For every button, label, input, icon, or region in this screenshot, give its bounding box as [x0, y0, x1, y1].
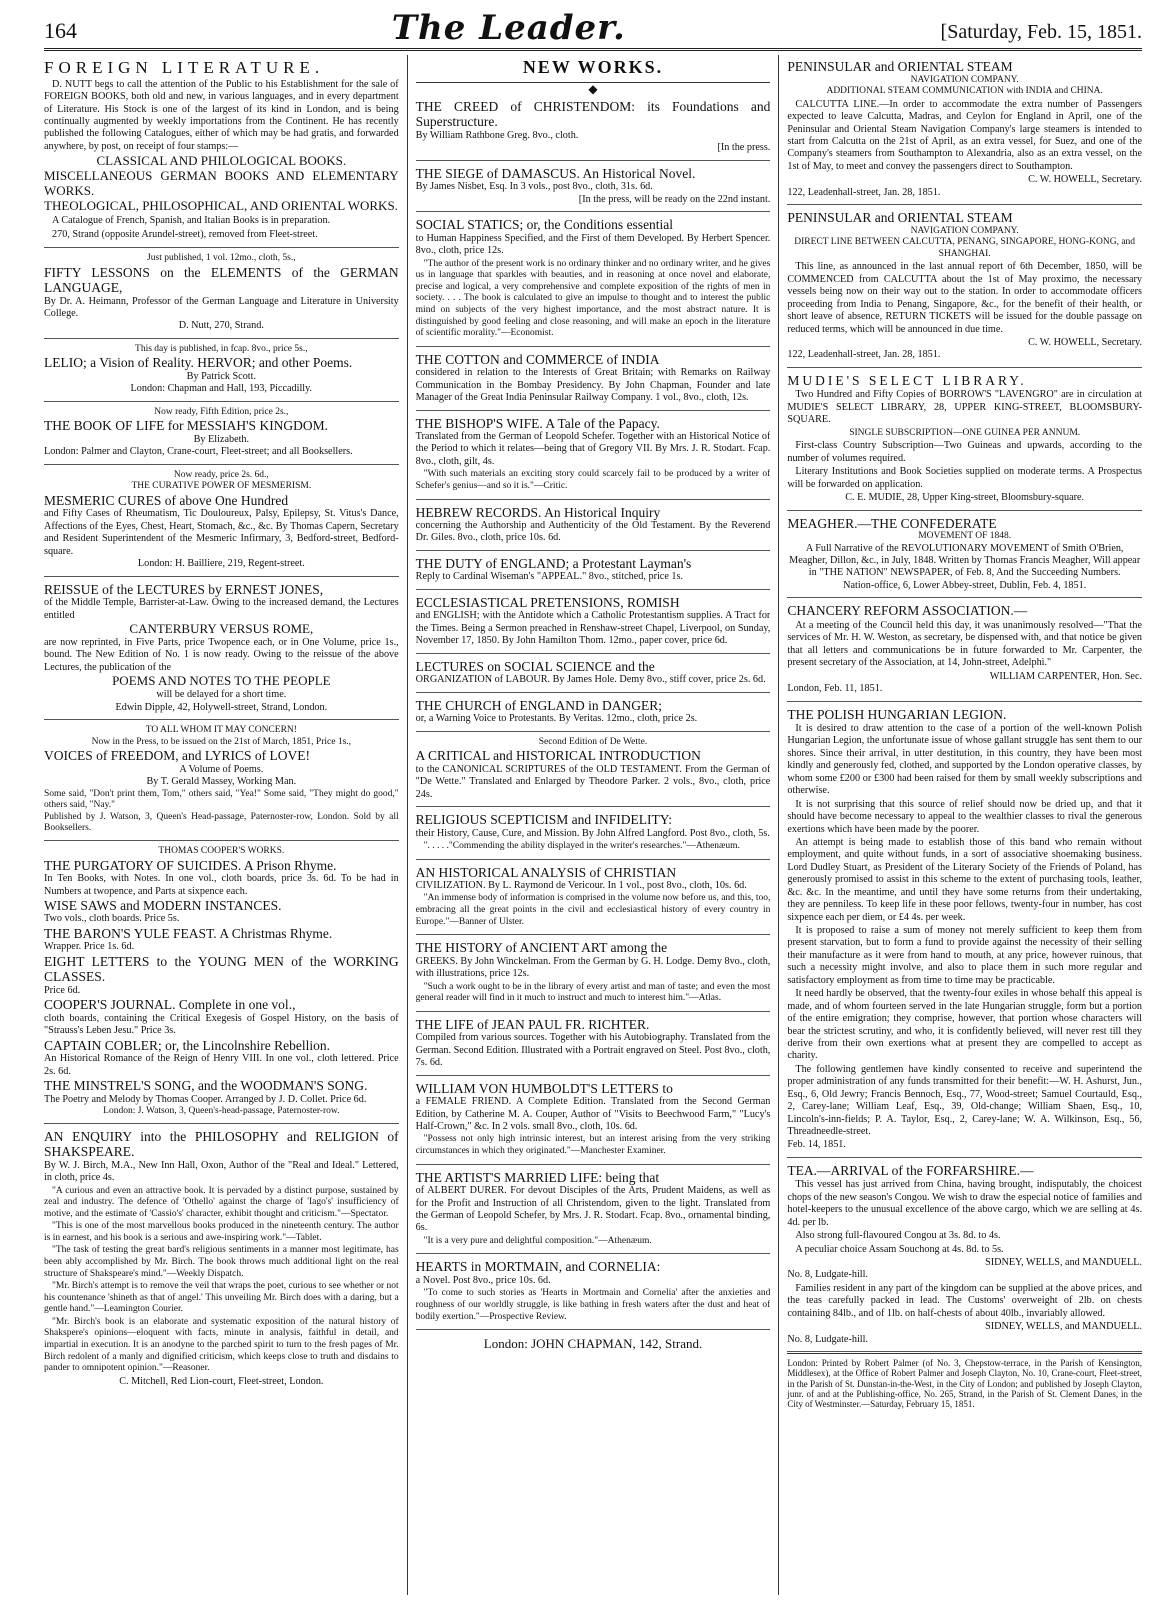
ad-author: By Patrick Scott.	[186, 370, 256, 382]
book-body: By William Rathbone Greg. 8vo., cloth.	[415, 129, 579, 141]
ad-publisher: London: Palmer and Clayton, Crane-court, Fleet-street; and all Booksellers.	[44, 446, 353, 458]
book-body: Reply to Cardinal Wiseman's "APPEAL." 8vo., stitched, price 1s.	[415, 571, 683, 583]
ad-address: No. 8, Ludgate-hill.	[787, 1333, 868, 1345]
ad-title: THE POLISH HUNGARIAN LEGION.	[787, 706, 1007, 722]
review-quote: ". . . . ."Commending the ability displayed in the writer's researches."—Athenæum.	[423, 840, 740, 851]
book-body: By James Nisbet, Esq. In 3 vols., post 8vo., cloth, 31s. 6d.	[415, 181, 653, 193]
ad-address: Nation-office, 6, Lower Abbey-street, Dublin, Feb. 4, 1851.	[843, 579, 1087, 591]
ad-paragraph: It is proposed to raise a sum of money not merely sufficient to keep them from present starvation, but to form a fund to provide against the necessity of their selling their manufacture as it were from hand to mouth, at any price, however ruinous, that such a necessity might involve, and also to place them in such more regular and satisfactory employment as from time to time may be practicable.	[787, 925, 1143, 986]
ad-signature: SIDNEY, WELLS, and MANDUELL.	[985, 1321, 1143, 1333]
ad-publisher: London: Chapman and Hall, 193, Piccadilly.	[130, 383, 313, 395]
review-quote: "Possess not only high intrinsic interest, but an interest arising from the very striking circumstances in which they originated."—Manchester Examiner.	[415, 1134, 771, 1156]
work-body: cloth boards, containing the Critical Exegesis of Gospel History, on the basis of "Strauss's Leben Jesu." Price 3s.	[44, 1012, 399, 1037]
review-quote: "With such materials an exciting story could scarcely fail to be produced by a writer of Schefer's genius—and so it is."—Critic.	[415, 469, 771, 491]
divider-ornament: ◆	[588, 81, 598, 96]
book-title: THE BISHOP'S WIFE. A Tale of the Papacy.	[415, 415, 660, 431]
ad-body: are now reprinted, in Five Parts, price Twopence each, or in One Volume, price 1s., bound. The New Edition of No. 1 is now ready. Owing to the reissue of the above Lectures, the publication of the	[44, 636, 399, 673]
ad-address: 122, Leadenhall-street, Jan. 28, 1851.	[787, 349, 941, 361]
review-quote: "The author of the present work is no ordinary thinker and no ordinary writer, and he gives us in language that sparkles with beauties, and in reasoning at once novel and elaborate, precise and logical, a very comprehensive and complete exposition of the rights of men in society. . . . The book is calculated to give an impulse to thought and to interest the public mind on subjects of the very highest importance, and the most abstract nature. It is distinguished by good feeling and close reasoning, and will make an epoch in the literature of scientific morality."—Economist.	[415, 258, 771, 339]
ad-publisher: C. Mitchell, Red Lion-court, Fleet-street, London.	[119, 1375, 324, 1387]
ad-signature: C. E. MUDIE, 28, Upper King-street, Bloomsbury-square.	[845, 492, 1085, 504]
ad-thomas-cooper-works	[44, 842, 399, 1124]
book-title: HEARTS in MORTMAIN, and CORNELIA:	[415, 1259, 661, 1275]
work-title: COOPER'S JOURNAL. Complete in one vol.,	[44, 997, 296, 1013]
book-jean-paul-richter	[416, 1013, 771, 1076]
book-title: LECTURES on SOCIAL SCIENCE and the	[415, 658, 655, 674]
ad-signature: C. W. HOWELL, Secretary.	[1028, 174, 1143, 186]
ad-body: D. NUTT begs to call the attention of the Public to his Establishment for the sale of FOREIGN BOOKS, both old and new, in various languages, and in every department of Literature. His Stock is one of the largest of its kind in London, and is being continually augmented by weekly importations from the Continent. He has recently published the following Catalogues, either of which may be had gratis, and forwarded anywhere, by post, on receipt of four stamps:—	[44, 78, 399, 152]
ad-date: Feb. 14, 1851.	[787, 1139, 846, 1151]
work-title: CAPTAIN COBLER; or, the Lincolnshire Rebellion.	[44, 1037, 330, 1053]
book-body: and ENGLISH; with the Antidote which a Catholic Protestantism supplies. A Tract for the Times. Being a Sermon preached in Renshaw-street Chapel, Liverpool, on Sunday, November 17, 1850. By John Hamilton Thom. 12mo., paper cover, price 6d.	[415, 610, 771, 647]
ad-title: LELIO; a Vision of Reality. HERVOR; and other Poems.	[44, 355, 353, 371]
ad-paragraph: It need hardly be observed, that the twenty-four exiles in whose behalf this appeal is made, and of whom fourteen served in the late Hungarian struggle, form but a portion of the entire emigration; they comprise, however, that portion whose characters will bear the strictest scrutiny, and who, it is confidently believed, will never rest till they derive from their own exertions what at present they are compelled to accept as charity.	[787, 988, 1143, 1062]
ad-publisher: London: H. Bailliere, 219, Regent-street.	[137, 558, 305, 570]
ad-book-of-life	[44, 403, 399, 465]
book-body: a FEMALE FRIEND. A Complete Edition. Translated from the Second German Edition, by Catherine M. A. Couper, Author of "Visits to Beechwood Farm," "Lucy's Half-Crown," &c. In 2 vols. small 8vo., cloth, 10s. 6d.	[415, 1096, 771, 1132]
ad-body: will be delayed for a short time.	[156, 689, 287, 701]
ad-title: VOICES of FREEDOM, and LYRICS of LOVE!	[44, 748, 311, 764]
ad-heading: FOREIGN LITERATURE.	[44, 58, 325, 77]
ad-paragraph: Also strong full-flavoured Congou at 3s. 8d. to 4s.	[795, 1230, 1001, 1242]
ad-address: No. 8, Ludgate-hill.	[787, 1269, 868, 1281]
book-critical-introduction	[416, 733, 771, 807]
ad-fifty-lessons	[44, 249, 399, 339]
book-siege-of-damascus	[416, 162, 771, 212]
ad-body: of the Middle Temple, Barrister-at-Law. Owing to the increased demand, the Lectures entitled	[44, 597, 399, 621]
ad-note: A Catalogue of French, Spanish, and Italian Books is in preparation.	[52, 215, 331, 227]
work-body: An Historical Romance of the Reign of Henry VIII. In one vol., cloth lettered. Price 2s. 6d.	[44, 1053, 399, 1077]
review-quote: "To come to such stories as 'Hearts in Mortmain and Cornelia' after the anxieties and roughness of our worldly struggle, is like bathing in fresh waters after the dust and heat of bodily exertion."—Prospective Review.	[415, 1288, 771, 1322]
work-title: THE PURGATORY OF SUICIDES. A Prison Rhyme.	[44, 857, 337, 873]
ad-title: REISSUE of the LECTURES by ERNEST JONES,	[44, 581, 324, 597]
ad-pre: TO ALL WHOM IT MAY CONCERN!	[145, 725, 297, 736]
book-hearts-in-mortmain	[416, 1255, 771, 1330]
work-body: In Ten Books, with Notes. In one vol., cloth boards, price 3s. 6d. To be had in Numbers at twopence, and Parts at sixpence each.	[44, 873, 399, 897]
ad-title: PENINSULAR and ORIENTAL STEAM	[787, 59, 1013, 74]
book-hebrew-records	[416, 501, 771, 551]
ad-paragraph: The following gentlemen have kindly consented to receive and superintend the proper administration of any funds transmitted for their benefit:—W. H. Ashurst, Jun., Esq., 6, Old Jewry; Francis Bennoch, Esq., 77, Wood-street; Samuel Courtauld, Esq., 2, Carey-lane; William Leaf, Esq., 39, Old-change; William Shaen, Esq., 10, Lincoln's-inn-fields; P. A. Taylor, Esq., 2, Carey-lane; W. A. Wilkinson, Esq., 56, Threadneedle-street.	[787, 1063, 1143, 1138]
book-body: to the CANONICAL SCRIPTURES of the OLD TESTAMENT. From the German of "De Wette." Translated and Enlarged by Theodore Parker. 2 vols., 8vo., cloth, price 24s.	[415, 763, 771, 800]
book-body: their History, Cause, Cure, and Mission. By John Alfred Langford. Post 8vo., cloth, 5s.	[415, 827, 770, 839]
ad-body: A Full Narrative of the REVOLUTIONARY MOVEMENT of Smith O'Brien, Meagher, Dillon, &c., in July, 1848. Written by Thomas Francis Meagher, Will appear in "THE NATION" NEWSPAPER, of Feb. 8, And the Succeeding Numbers.	[789, 542, 1141, 579]
ad-body: At a meeting of the Council held this day, it was unanimously resolved—"That the services of Mr. H. W. Weston, as secretary, be dispensed with, and that notice be given that all letters and communications be in future forwarded to Mr. Carpenter, the present secretary of the Association, at 14, John-street, Adelphi."	[787, 619, 1143, 669]
ad-body: By Dr. A. Heimann, Professor of the German Language and Literature in University College.	[44, 295, 399, 319]
review-quote: "An immense body of information is comprised in the volume now before us, and this, too, embracing all the great points in the civil and ecclesiastical history of every country in Europe."—Banner of Ulster.	[415, 893, 771, 927]
ad-quote: Some said, "Don't print them, Tom," others said, "Yea!" Some said, "They might do good," others said, "Nay."	[44, 788, 399, 811]
ad-subtitle: SINGLE SUBSCRIPTION—ONE GUINEA PER ANNUM.	[849, 427, 1081, 438]
ad-title: THE BOOK OF LIFE for MESSIAH'S KINGDOM.	[44, 418, 329, 434]
ad-signature: WILLIAM CARPENTER, Hon. Sec.	[989, 670, 1143, 682]
ad-pre: This day is published, in fcap. 8vo., price 5s.,	[135, 343, 308, 354]
publisher-footer: London: JOHN CHAPMAN, 142, Strand.	[483, 1336, 703, 1352]
ad-pre: Now ready, price 2s. 6d.,	[173, 469, 269, 480]
book-body: Translated from the German of Leopold Schefer. Together with an Historical Notice of the Period to which it relates—being that of Gregory VII. By Mrs. J. R. Stodart. Fcap. 8vo., cloth, gilt, 4s.	[415, 431, 771, 467]
ad-body: By W. J. Birch, M.A., New Inn Hall, Oxon, Author of the "Real and Ideal." Lettered, in cloth, price 4s.	[44, 1159, 399, 1184]
book-title: RELIGIOUS SCEPTICISM and INFIDELITY:	[415, 811, 673, 827]
book-title: A CRITICAL and HISTORICAL INTRODUCTION	[415, 748, 701, 764]
book-religious-scepticism	[416, 808, 771, 860]
book-body: a Novel. Post 8vo., price 10s. 6d.	[415, 1274, 551, 1286]
review-quote: "A curious and even an attractive book. It is pervaded by a distinct purpose, sustained by zeal and industry. The defence of 'Othello' against the charge of 'Iago's' insufficiency of motive, and the estimate of 'Cassio's' character, exhibit thought and criticism."—Spectator.	[44, 1185, 399, 1219]
book-note: [In the press, will be ready on the 22nd instant.	[578, 193, 771, 205]
ad-publisher: Published by J. Watson, 3, Queen's Head-passage, Paternoster-row, London. Sold by all Booksellers.	[44, 811, 399, 834]
ad-chancery-reform	[787, 599, 1142, 701]
book-body: considered in relation to the Interests of Great Britain; with Remarks on Railway Communication in the Bombay Presidency. By John Chapman, Founder and late Manager of the Great India Peninsular Railway Company. 1 vol., 8vo., cloth, 12s.	[415, 367, 771, 404]
work-title: THE MINSTREL'S SONG, and the WOODMAN'S SONG.	[44, 1078, 368, 1094]
book-title: THE ARTIST'S MARRIED LIFE: being that	[415, 1169, 660, 1185]
book-title: THE LIFE of JEAN PAUL FR. RICHTER.	[415, 1016, 650, 1032]
book-social-statics	[416, 213, 771, 346]
ad-title: AN ENQUIRY into the PHILOSOPHY and RELIGION of SHAKSPEARE.	[44, 1128, 399, 1160]
book-title: THE SIEGE of DAMASCUS. An Historical Novel.	[415, 165, 696, 181]
ad-meagher	[787, 512, 1142, 599]
ad-subtitle: A Volume of Poems.	[179, 763, 264, 775]
ad-address: Edwin Dipple, 42, Holywell-street, Strand, London.	[115, 701, 328, 713]
ad-peninsular-oriental-1	[787, 55, 1142, 205]
ad-publisher: London: J. Watson, 3, Queen's-head-passage, Paternoster-row.	[103, 1106, 340, 1117]
ad-paragraph: A peculiar choice Assam Souchong at 4s. 8d. to 5s.	[795, 1243, 1004, 1255]
book-body: GREEKS. By John Winckelman. From the German by G. H. Lodge. Demy 8vo., cloth, with illustrations, price 12s.	[415, 955, 771, 980]
ad-address: London, Feb. 11, 1851.	[787, 683, 883, 695]
ad-mudies-library	[787, 369, 1142, 511]
book-cotton-commerce	[416, 348, 771, 411]
book-title: THE CHURCH of ENGLAND in DANGER;	[415, 697, 663, 713]
book-title: THE HISTORY of ANCIENT ART among the	[415, 940, 668, 956]
ad-subtitle: ADDITIONAL STEAM COMMUNICATION with INDIA and CHINA.	[826, 86, 1103, 97]
work-title: EIGHT LETTERS to the YOUNG MEN of the WORKING CLASSES.	[44, 953, 399, 985]
ad-tea-forfarshire	[787, 1159, 1142, 1352]
book-ecclesiastical	[416, 591, 771, 654]
book-bishops-wife	[416, 412, 771, 500]
ad-title: MEAGHER.—THE CONFEDERATE	[787, 515, 997, 531]
work-title: WISE SAWS and MODERN INSTANCES.	[44, 897, 282, 913]
review-quote: "The task of testing the great bard's religious sentiments in a manner most legitimate, has been ably accomplished by Mr. Birch. The book throws much additional light on the real structure of Shakspeare's mind."—Weekly Dispatch.	[44, 1245, 399, 1279]
work-body: Price 6d.	[44, 984, 81, 996]
ad-paragraph: It is desired to draw attention to the case of a portion of the well-known Polish Hungarian Legion, the unfortunate issue of whose gallant struggle has sent them to our shores. Since their arrival, in utter destitution, in this country, they have been most kindly and generously fed, clothed, and supported by the London operative classes, by whom some £200 or £300 had been raised for them by small weekly subscriptions and otherwise.	[787, 723, 1143, 797]
ad-body: CALCUTTA LINE.—In order to accommodate the extra number of Passengers expected to leave Calcutta, Madras, and Ceylon for England in April, one of the Peninsular and Oriental Steam Navigation Company's large steamers is intended to start from Calcutta on the 21st of April, as an extra vessel, for Suez, and one of the Company's steamers from Southampton to Alexandria, also as an extra vessel, on the 1st of May, to meet and convey the passengers direct to Southampton.	[787, 98, 1143, 172]
page-number: 164	[44, 18, 77, 43]
column-3	[778, 55, 1142, 1595]
ad-pre: Now ready, Fifth Edition, price 2s.,	[154, 406, 289, 417]
book-creed-of-christendom	[416, 95, 771, 161]
ad-subtitle: NAVIGATION COMPANY.	[910, 225, 1019, 236]
book-duty-of-england	[416, 552, 771, 590]
printer-imprint: London: Printed by Robert Palmer (of No. 3, Chepstow-terrace, in the Parish of Kensington, Middlesex), at the Office of Robert Palmer and Joseph Clayton, No. 10, Crane-court, Fleet-street, in the Parish of St. Dunstan-in-the-West, in the City of London; and published by Joseph Clayton, junr. of and at the Publishing-office, No. 265, Strand, in the Parish of St. Clement Danes, in the City of Westminster.—Saturday, February 15, 1851.	[787, 1353, 1142, 1410]
ad-lelio	[44, 340, 399, 402]
book-lectures-social-science	[416, 655, 771, 693]
book-title: ECCLESIASTICAL PRETENSIONS, ROMISH	[415, 594, 680, 610]
book-body: concerning the Authorship and Authenticity of the Old Testament. By the Reverend Dr. Giles. 8vo., cloth, price 10s. 6d.	[415, 520, 771, 544]
ad-foreign-literature	[44, 55, 399, 248]
book-humboldt-letters	[416, 1077, 771, 1165]
book-note: [In the press.	[717, 142, 771, 154]
book-body: to Human Happiness Specified, and the First of them Developed. By Herbert Spencer. 8vo., cloth, price 12s.	[415, 232, 771, 257]
book-body: ORGANIZATION of LABOUR. By James Hole. Demy 8vo., stiff cover, price 2s. 6d.	[415, 674, 766, 686]
book-body: Compiled from various sources. Together with his Autobiography. Translated from the German. Second Edition. Illustrated with a Portrait engraved on Steel. Post 8vo., cloth, 7s. 6d.	[415, 1032, 771, 1069]
work-body: Two vols., cloth boards. Price 5s.	[44, 913, 180, 925]
book-title: THE DUTY of ENGLAND; a Protestant Layman's	[415, 555, 692, 571]
catalogue-title: MISCELLANEOUS GERMAN BOOKS AND ELEMENTARY WORKS.	[44, 168, 399, 199]
ad-enquiry-shakspeare	[44, 1125, 399, 1394]
review-quote: "Mr. Birch's book is an elaborate and systematic exposition of the natural history of Shakspere's opinions—eloquent with facts, minute in analysis, faithful in detail, and impartial in execution. It is an anodyne to the parched spirit to turn to the fresh pages of Mr. Birch redolent of a manly and dignified criticism, which keeps close to truth and disdains to pander to omnipotent opinion."—Reasoner.	[44, 1316, 399, 1374]
review-quote: "Such a work ought to be in the library of every artist and man of taste; and even the most general reader will find in it much to instruct and much to interest him."—Atlas.	[415, 981, 771, 1004]
ad-pre: Just published, 1 vol. 12mo., cloth, 5s.,	[147, 252, 296, 263]
columns	[44, 55, 1142, 1595]
ad-subtitle: MOVEMENT OF 1848.	[918, 531, 1012, 542]
ad-address: 122, Leadenhall-street, Jan. 28, 1851.	[787, 186, 941, 198]
ad-subheading: THE CURATIVE POWER OF MESMERISM.	[131, 481, 312, 492]
ad-paragraph: It is not surprising that this source of relief should now be dried up, and that it should have become necessary to appeal to the wealthier classes to rival the generous exertions which have been made by the poorer.	[787, 798, 1143, 835]
ad-body: and Fifty Cases of Rheumatism, Tic Douloureux, Palsy, Epilepsy, St. Vitus's Dance, Affections of the Eyes, Chest, Heart, Stomach, &c., &c. By Thomas Capern, Secretary and Resident Superintendent of the Mesmeric Infirmary, 3, Bedford-street, Bedford-square.	[44, 508, 399, 557]
book-pre: Second Edition of De Wette.	[538, 736, 648, 747]
ad-signature: C. W. HOWELL, Secretary.	[1028, 337, 1143, 349]
ad-paragraph: Families resident in any part of the kingdom can be supplied at the above prices, and the teas carefully packed in lead. The Customs' overweight of 2lb. on chests containing 84lb., and of 1lb. on half-chests of about 40lb., invariably allowed.	[787, 1282, 1143, 1319]
ad-reissue-lectures	[44, 578, 399, 720]
ad-mesmeric-cures	[44, 466, 399, 577]
book-body: or, a Warning Voice to Protestants. By Veritas. 12mo., cloth, price 2s.	[415, 713, 698, 725]
ad-subtitle: CANTERBURY VERSUS ROME,	[129, 621, 314, 637]
section-heading: NEW WORKS.	[416, 55, 771, 83]
ad-author: By T. Gerald Massey, Working Man.	[146, 776, 297, 788]
ad-title: PENINSULAR and ORIENTAL STEAM	[787, 210, 1013, 226]
ad-signature: SIDNEY, WELLS, and MANDUELL.	[985, 1257, 1143, 1269]
review-quote: "Mr. Birch's attempt is to remove the veil that wraps the poet, curious to see whether or not his countenance 'shineth as that of angel.' This unveiling Mr. Birch does with a daring, but a gentle hand."—Leamington Courier.	[44, 1281, 399, 1315]
ad-pre: Now in the Press, to be issued on the 21st of March, 1851, Price 1s.,	[91, 736, 352, 747]
book-historical-analysis	[416, 861, 771, 936]
ad-voices-of-freedom	[44, 721, 399, 841]
ad-title: TEA.—ARRIVAL of the FORFARSHIRE.—	[787, 1162, 1034, 1178]
ad-address: 270, Strand (opposite Arundel-street), removed from Fleet-street.	[52, 228, 318, 240]
book-artists-married-life	[416, 1166, 771, 1255]
book-body: of ALBERT DURER. For devout Disciples of the Arts, Prudent Maidens, as well as for the Profit and Instruction of all Christendom, given to the light. Translated from the German of Leopold Schefer, by Mrs. J. R. Stodart. Fcap. 8vo., ornamental binding, 6s.	[415, 1185, 771, 1234]
ad-title: CHANCERY REFORM ASSOCIATION.—	[787, 603, 1028, 619]
ad-body: This line, as announced in the last annual report of 6th December, 1850, will be COMMENCED from CALCUTTA about the 1st of May proximo, the necessary vessels being now on their way out to the station. In order to accommodate officers proceeding from India to Penang, Singapore, &c., for the benefit of their health, or short leave of absence, RETURN TICKETS will be issued for the double passage on reduced terms, which will be announced in due time.	[787, 261, 1143, 335]
ad-title: MUDIE'S SELECT LIBRARY.	[787, 372, 1027, 388]
ad-author: By Elizabeth.	[193, 433, 250, 445]
ad-heading: THOMAS COOPER'S WORKS.	[158, 845, 285, 856]
ad-subtitle: NAVIGATION COMPANY.	[910, 74, 1019, 85]
book-title: SOCIAL STATICS; or, the Conditions essential	[415, 217, 674, 233]
ad-publisher: D. Nutt, 270, Strand.	[178, 320, 264, 332]
newspaper-title: The Leader.	[391, 8, 626, 48]
book-body: CIVILIZATION. By L. Raymond de Vericour. In 1 vol., post 8vo., cloth, 10s. 6d.	[415, 880, 747, 892]
review-quote: "This is one of the most marvellous books produced in the nineteenth century. The author is in earnest, and his book is a serious and awe-inspiring work."—Tablet.	[44, 1221, 399, 1243]
issue-date: [Saturday, Feb. 15, 1851.	[940, 21, 1142, 43]
column-2	[407, 55, 771, 1595]
book-title: THE COTTON and COMMERCE of INDIA	[415, 351, 660, 367]
ad-subtitle: POEMS AND NOTES TO THE PEOPLE	[112, 673, 331, 689]
ad-paragraph: This vessel has just arrived from China, having brought, indisputably, the choicest chops of the new season's Congou. We wish to draw the especial notice of families and hotel-keepers to the unusual excellence of the above cargo, which we are selling at 4s. 4d. per lb.	[787, 1179, 1143, 1228]
book-church-in-danger	[416, 694, 771, 732]
ad-body: Literary Institutions and Book Societies supplied on moderate terms. A Prospectus will be forwarded on application.	[787, 466, 1143, 490]
ad-paragraph: An attempt is being made to establish those of this band who remain without employment, and quite without funds, in a sort of associative shoemaking business. Lord Dudley Stuart, as President of the Literary Society of the Friends of Poland, has generously promised to assist in this scheme to the extent of purchasing tools, leather, &c. &c. In the meantime, and until they have some returns from their undertaking, they are penniless. To keep life in these poor fellows, twenty-four in number, has cost sixpence each per diem, or £4 4s. per week.	[787, 836, 1143, 923]
masthead	[44, 0, 1142, 51]
book-title: AN HISTORICAL ANALYSIS of CHRISTIAN	[415, 864, 677, 880]
book-title: THE CREED of CHRISTENDOM: its Foundations and Superstructure.	[415, 98, 771, 130]
book-title: WILLIAM VON HUMBOLDT'S LETTERS to	[415, 1080, 673, 1096]
catalogue-title: THEOLOGICAL, PHILOSOPHICAL, AND ORIENTAL WORKS.	[44, 198, 398, 214]
ad-body: First-class Country Subscription—Two Guineas and upwards, according to the number of volumes required.	[787, 440, 1143, 464]
review-quote: "It is a very pure and delightful composition."—Athenæum.	[423, 1235, 652, 1246]
ad-title: FIFTY LESSONS on the ELEMENTS of the GERMAN LANGUAGE,	[44, 264, 399, 296]
ad-peninsular-oriental-2	[787, 206, 1142, 368]
work-body: The Poetry and Melody by Thomas Cooper. Arranged by J. D. Collet. Price 6d.	[44, 1093, 367, 1105]
book-ancient-art	[416, 936, 771, 1012]
book-title: HEBREW RECORDS. An Historical Inquiry	[415, 504, 661, 520]
work-title: THE BARON'S YULE FEAST. A Christmas Rhyme.	[44, 925, 333, 941]
ad-subtitle: DIRECT LINE BETWEEN CALCUTTA, PENANG, SINGAPORE, HONG-KONG, and SHANGHAI.	[794, 237, 1136, 259]
column-1	[44, 55, 399, 1595]
work-body: Wrapper. Price 1s. 6d.	[44, 941, 135, 953]
ad-polish-hungarian-legion	[787, 703, 1142, 1158]
ad-title: MESMERIC CURES of above One Hundred	[44, 492, 289, 508]
ad-body: Two Hundred and Fifty Copies of BORROW'S "LAVENGRO" are in circulation at MUDIE'S SELECT LIBRARY, 28, UPPER KING-STREET, BLOOMSBURY-SQUARE.	[787, 389, 1143, 426]
catalogue-title: CLASSICAL AND PHILOLOGICAL BOOKS.	[96, 153, 347, 169]
